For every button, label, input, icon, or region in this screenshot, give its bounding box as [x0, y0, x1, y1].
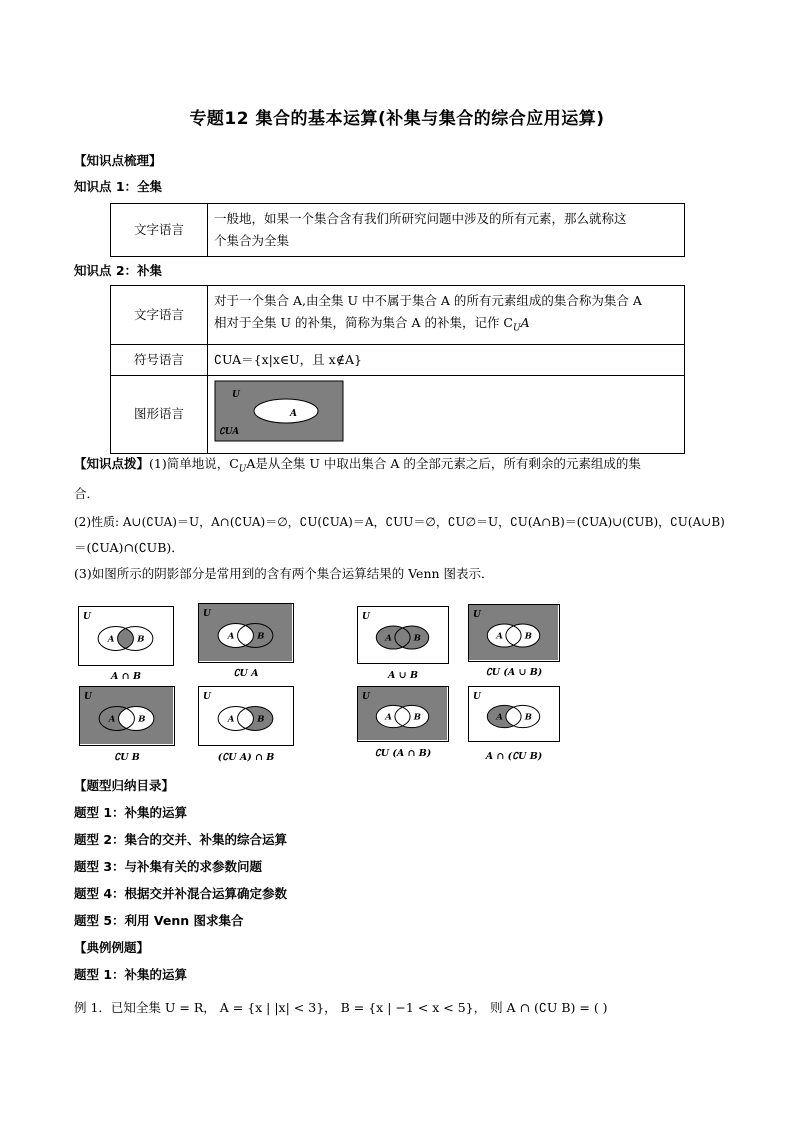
venn-svg-3: [358, 607, 447, 662]
kp1-text-line1: 一般地，如果一个集合含有我们所研究问题中涉及的所有元素，那么就称这: [214, 211, 627, 226]
venn-diagram-1: [78, 606, 174, 666]
kp2-table: [110, 285, 685, 454]
tips-paragraph-2b: ＝(∁UA)∩(∁UB)．: [74, 540, 184, 555]
venn-b-label: B: [257, 714, 265, 725]
example-type-heading: 题型 1：补集的运算: [74, 967, 188, 982]
venn-u-label: U: [362, 692, 370, 702]
venn-diagram-2: [198, 603, 294, 663]
venn-b-label: B: [413, 633, 421, 644]
venn-caption-7: ∁U (A ∩ B): [374, 748, 432, 759]
kp2-text-cell: [208, 286, 685, 345]
figure-cua-label: ∁UA: [219, 426, 240, 437]
tips-p1b: A是从全集 U 中取出集合 A 的全部元素之后，所有剩余的元素组成的集: [246, 456, 641, 471]
kp1-text-line2: 个集合为全集: [214, 233, 290, 248]
kp2-symbol-text: ∁UA＝{x|x∈U，且 x∉A}: [208, 344, 685, 375]
venn-u-label: U: [362, 612, 370, 622]
tips-p1-sub: U: [238, 464, 247, 475]
venn-caption-4: ∁U (A ∪ B): [485, 667, 543, 678]
kp2-text-line2: [214, 312, 678, 340]
venn-svg-2: [199, 604, 292, 661]
kp2-text-line2-sub: U: [513, 323, 521, 334]
kp2-symbol-label: 符号语言: [111, 344, 208, 375]
kp2-text-line2-end: A: [520, 315, 530, 330]
venn-a-label: A: [108, 714, 116, 725]
complement-figure: [214, 380, 344, 442]
venn-diagram-3: [357, 606, 449, 664]
kp2-figure-label: 图形语言: [111, 375, 208, 453]
section-knowledge-heading: 【知识点梳理】: [74, 153, 162, 168]
venn-b-label: B: [524, 631, 532, 642]
catalog-item-5: 题型 5：利用 Venn 图求集合: [74, 913, 244, 928]
venn-svg-5: [80, 687, 173, 744]
venn-a-label: A: [385, 712, 392, 723]
kp2-text-line1: 对于一个集合 A,由全集 U 中不属于集合 A 的所有元素组成的集合称为集合 A: [214, 293, 642, 308]
venn-u-label: U: [84, 692, 92, 702]
venn-u-label: U: [473, 692, 481, 702]
tips-paragraph-1: [74, 452, 724, 482]
venn-caption-5: ∁U B: [114, 752, 140, 763]
figure-u-label: U: [232, 389, 240, 400]
catalog-heading: 【题型归纳目录】: [74, 778, 175, 793]
tips-paragraph-3: (3)如图所示的阴影部分是常用到的含有两个集合运算结果的 Venn 图表示．: [74, 566, 494, 581]
venn-diagram-5: [79, 686, 175, 746]
kp1-row-text: [208, 204, 685, 257]
venn-svg-8: [469, 687, 558, 740]
venn-svg-7: [358, 687, 447, 740]
kp2-text-label: 文字语言: [111, 286, 208, 345]
catalog-item-3: 题型 3：与补集有关的求参数问题: [74, 859, 263, 874]
tips-lead: 【知识点拨】: [74, 456, 150, 471]
venn-caption-6: (∁U A) ∩ B: [217, 752, 275, 763]
tips-paragraph-2a: (2)性质: A∪(∁UA)＝U，A∩(∁UA)＝∅，∁U(∁UA)＝A，∁UU＝∅，∁U∅＝U，∁U(A∩B)＝(∁UA)∪(∁UB)，∁U(A∪B): [74, 515, 725, 529]
figure-set-a-ellipse: [254, 399, 318, 423]
venn-a-label: A: [496, 631, 503, 642]
venn-svg-6: [199, 687, 292, 744]
venn-b-label: B: [413, 712, 421, 723]
venn-svg-4: [469, 605, 558, 660]
venn-a-label: A: [227, 631, 235, 642]
tips-paragraph-1-end: 合．: [74, 486, 100, 501]
catalog-item-2: 题型 2：集合的交并、补集的综合运算: [74, 832, 288, 847]
venn-caption-2: ∁U A: [233, 668, 259, 679]
catalog-item-1: 题型 1：补集的运算: [74, 805, 188, 820]
examples-heading: 【典例例题】: [74, 940, 150, 955]
venn-a-label: A: [227, 714, 235, 725]
kp2-heading: 知识点 2：补集: [74, 263, 163, 278]
venn-u-label: U: [473, 610, 481, 620]
venn-caption-1: A ∩ B: [111, 671, 141, 682]
kp2-text-line2-main: 相对于全集 U 的补集，简称为集合 A 的补集，记作 C: [214, 315, 513, 330]
venn-diagram-7: [357, 686, 449, 742]
venn-svg-1: [79, 607, 172, 664]
kp2-figure-cell: [208, 375, 685, 453]
venn-a-label: A: [385, 633, 392, 644]
venn-caption-8: A ∩ (∁U B): [485, 751, 543, 762]
venn-a-label: A: [496, 712, 503, 723]
venn-b-label: B: [524, 712, 532, 723]
venn-caption-3: A ∪ B: [388, 670, 418, 681]
catalog-item-4: 题型 4：根据交并补混合运算确定参数: [74, 886, 288, 901]
kp1-row-label: 文字语言: [111, 204, 208, 257]
example-1-question: 例 1．已知全集 U = R， A = {x | |x| < 3}， B = {x | −1 < x < 5}， 则 A ∩ (∁U B) = ( ): [74, 1000, 608, 1015]
venn-diagram-6: [198, 686, 294, 746]
tips-p1a: (1)简单地说，C: [149, 456, 239, 471]
venn-diagram-8: [468, 686, 560, 742]
venn-u-label: U: [203, 609, 211, 619]
figure-a-label: A: [290, 408, 297, 419]
page-title: 专题12 集合的基本运算(补集与集合的综合应用运算): [189, 109, 605, 129]
kp1-table: [110, 203, 685, 257]
venn-u-label: U: [83, 612, 91, 622]
venn-b-label: B: [137, 634, 145, 645]
kp1-heading: 知识点 1：全集: [74, 179, 163, 194]
venn-diagram-4: [468, 604, 560, 662]
venn-b-label: B: [257, 631, 265, 642]
venn-a-label: A: [107, 634, 115, 645]
venn-u-label: U: [203, 692, 211, 702]
venn-b-label: B: [138, 714, 146, 725]
